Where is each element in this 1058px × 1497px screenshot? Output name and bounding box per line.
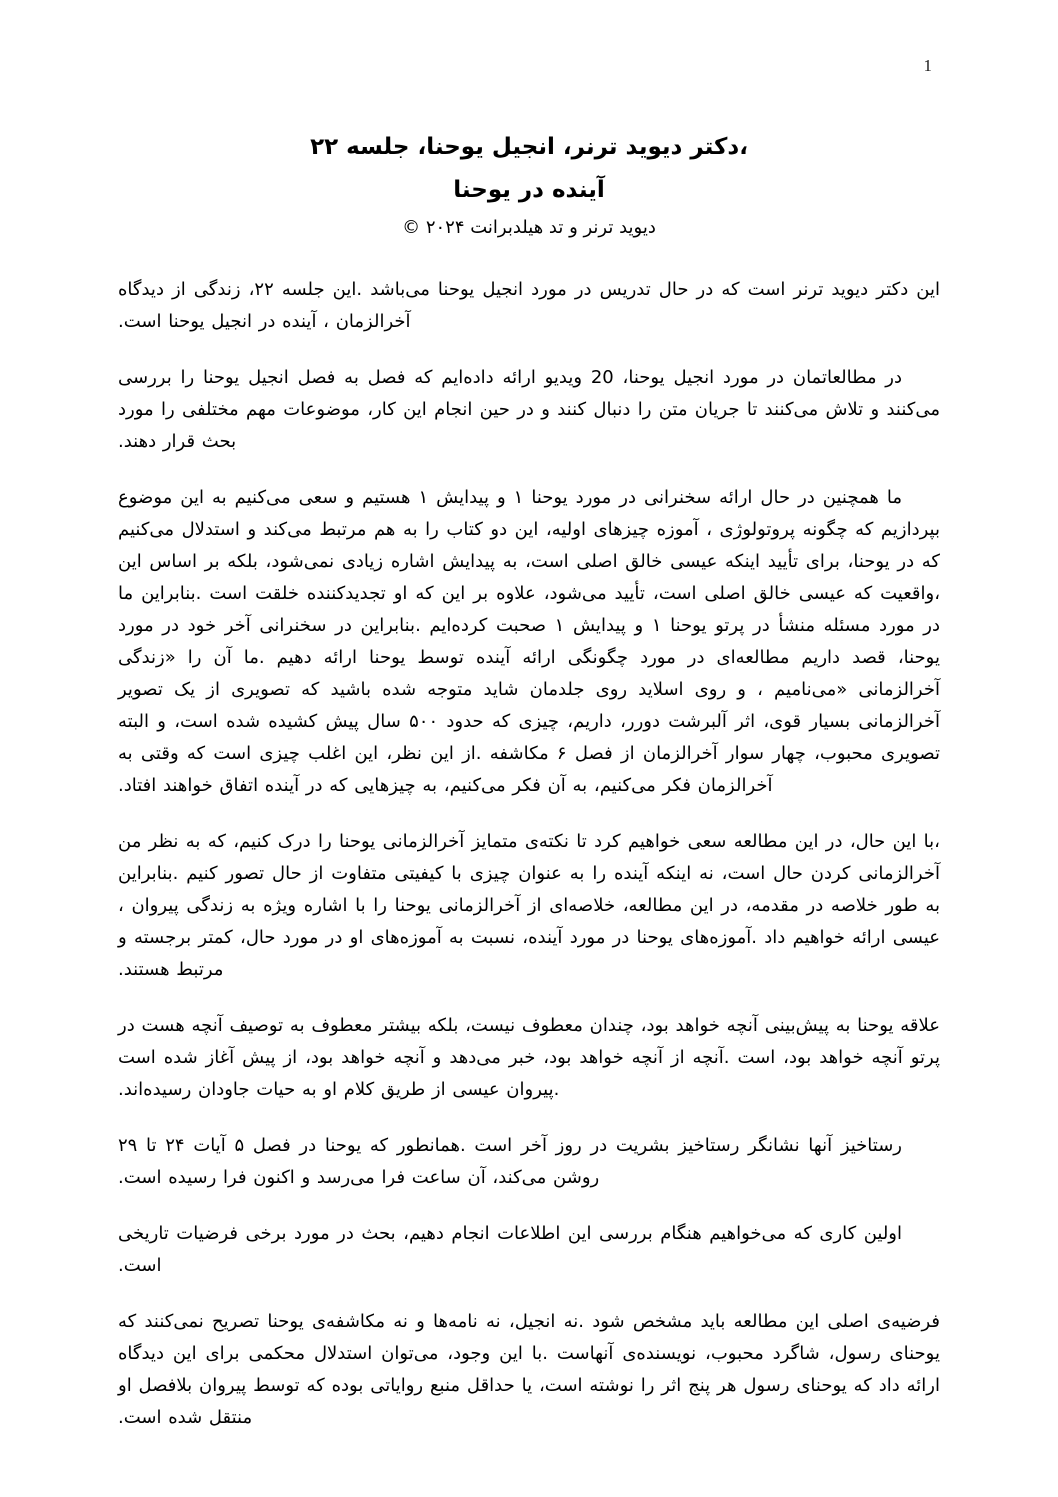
copyright-line: دیوید ترنر و تد هیلدبرانت ۲۰۲۴ © (402, 217, 656, 238)
body-paragraph: ما همچنین در حال ارائه سخنرانی در مورد یوحنا ۱ و پیدایش ۱ هستیم و سعی می‌کنیم به این موضوع بپردازیم که چگونه پروتولوژی ، آموزه چیزهای اولیه، این دو کتاب را به هم مرتبط می‌کند و استدلال می‌کنیم که در یوحنا، برای تأیید اینکه عیسی خالق اصلی است، به پیدایش اشاره زیادی نمی‌شود، بلکه بر اساس این ،واقعیت که عیسی خالق اصلی است، تأیید می‌شود، علاوه بر این که او تجدیدکننده خلقت است .بنابراین ما در مورد مسئله منشأ در پرتو یوحنا ۱ و پیدایش ۱ صحبت کرده‌ایم .بنابراین در سخنرانی آخر خود در مورد یوحنا، قصد داریم مطالعه‌ای در مورد چگونگی ارائه آینده توسط یوحنا ارائه دهیم .ما آن را «زندگی آخرالزمانی «می‌نامیم ، و روی اسلاید روی جلدمان شاید متوجه شده باشید که تصویری از یک تصویر آخرالزمانی بسیار قوی، اثر آلبرشت دورر، داریم، چیزی که حدود ۵۰۰ سال پیش کشیده شده است، و البته تصویری محبوب، چهار سوار آخرالزمان از فصل ۶ مکاشفه .از این نظر، این اغلب چیزی است که وقتی به آخرالزمان فکر می‌کنیم، به آن فکر می‌کنیم، به چیزهایی که در آینده اتفاق خواهند افتاد. (118, 487, 941, 796)
page-number: 1 (923, 56, 932, 75)
body-paragraph: فرضیه‌ی اصلی این مطالعه باید مشخص شود .نه انجیل، نه نامه‌ها و نه مکاشفه‌ی یوحنا تصریح نمی‌کنند که یوحنای رسول، شاگرد محبوب، نویسنده‌ی آنهاست .با این وجود، می‌توان استدلال محکمی برای این دیدگاه ارائه داد که یوحنای رسول هر پنج اثر را نوشته است، یا حداقل منبع روایاتی بوده که توسط پیروان بلافصل او منتقل شده است. (118, 1311, 940, 1428)
body-paragraph: این دکتر دیوید ترنر است که در حال تدریس در مورد انجیل یوحنا می‌باشد .این جلسه ۲۲، زندگی از دیدگاه آخرالزمان ، آینده در انجیل یوحنا است. (118, 279, 940, 332)
document-title-line2: آینده در یوحنا (453, 177, 605, 203)
body-paragraph: در مطالعاتمان در مورد انجیل یوحنا، 20 ویدیو ارائه داده‌ایم که فصل به فصل انجیل یوحنا را بررسی می‌کنند و تلاش می‌کنند تا جریان متن را دنبال کنند و در حین انجام این کار، موضوعات مهم مختلفی را مورد بحث قرار دهند. (118, 367, 940, 452)
body-paragraph: ،با این حال، در این مطالعه سعی خواهیم کرد تا نکته‌ی متمایز آخرالزمانی یوحنا را درک کنیم، که به نظر من آخرالزمانی کردن حال است، نه اینکه آینده را به عنوان چیزی با کیفیتی متفاوت از حال تصور کنیم .بنابراین به طور خلاصه در مقدمه، در این مطالعه، خلاصه‌ای از آخرالزمانی یوحنا را با اشاره ویژه به زندگی پیروان ، عیسی ارائه خواهیم داد .آموزه‌های یوحنا در مورد آینده، نسبت به آموزه‌های او در مورد حال، کمتر برجسته و مرتبط هستند. (118, 831, 940, 980)
body-paragraph: رستاخیز آنها نشانگر رستاخیز بشریت در روز آخر است .همانطور که یوحنا در فصل ۵ آیات ۲۴ تا ۲۹ روشن می‌کند، آن ساعت فرا می‌رسد و اکنون فرا رسیده است. (118, 1135, 902, 1188)
title-block (118, 126, 940, 244)
body-text (118, 274, 940, 1434)
document-title-line1: ،دکتر دیوید ترنر، انجیل یوحنا، جلسه ۲۲ (310, 134, 748, 160)
body-paragraph: اولین کاری که می‌خواهیم هنگام بررسی این اطلاعات انجام دهیم، بحث در مورد برخی فرضیات تاریخی است. (118, 1223, 902, 1276)
body-paragraph: علاقه یوحنا به پیش‌بینی آنچه خواهد بود، چندان معطوف نیست، بلکه بیشتر معطوف به توصیف آنچه هست در پرتو آنچه خواهد بود، است .آنچه از آنچه خواهد بود، خبر می‌دهد و آنچه خواهد بود، از پیش آغاز شده است .پیروان عیسی از طریق کلام او به حیات جاودان رسیده‌اند. (118, 1015, 940, 1100)
